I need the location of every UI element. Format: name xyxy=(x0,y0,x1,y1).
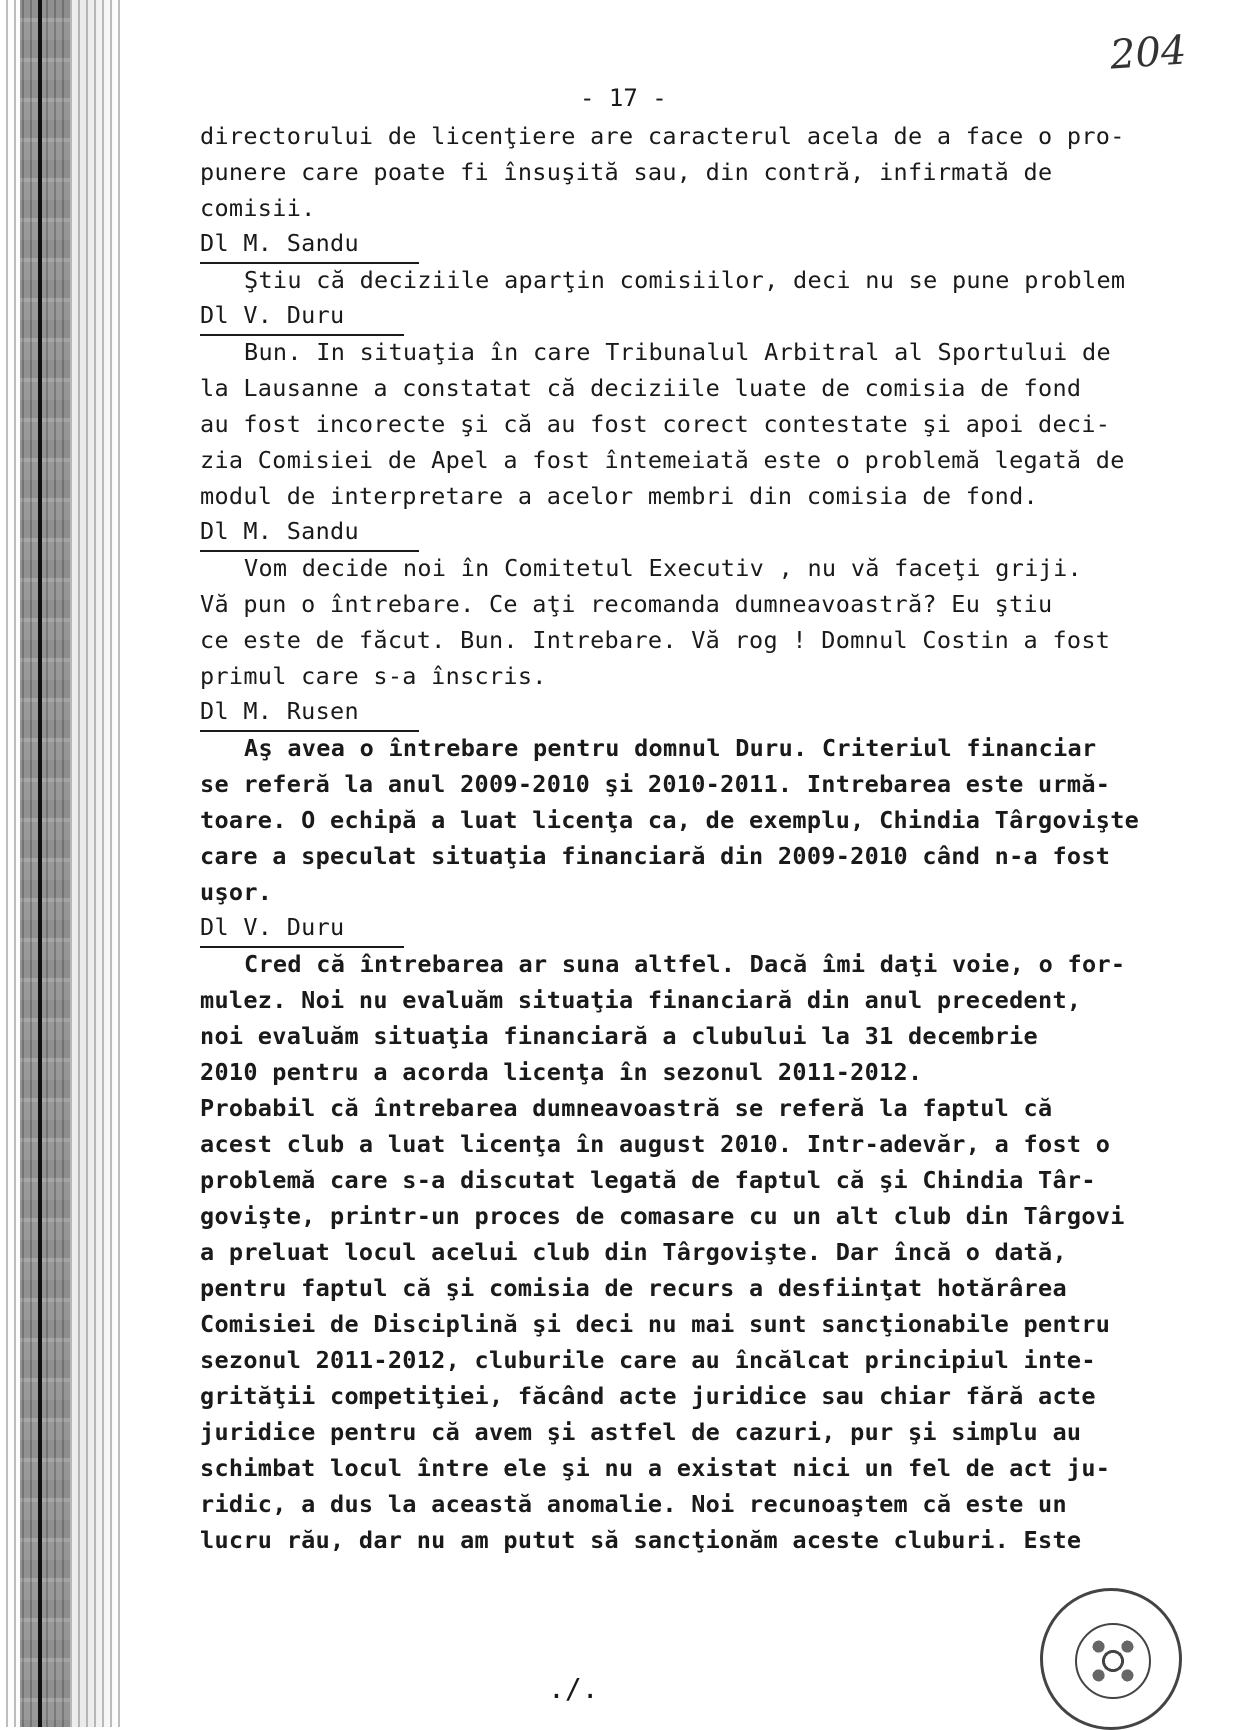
speaker-name: Dl M. Sandu xyxy=(200,514,419,552)
speaker-name: Dl V. Duru xyxy=(200,298,404,336)
transcript-line: Aş avea o întrebare pentru domnul Duru. Criteriul financiar xyxy=(244,734,1097,762)
transcript-line: govişte, printr-un proces de comasare cu un alt club din Târgovi xyxy=(200,1202,1125,1230)
transcript-line: schimbat locul între ele şi nu a existat nici un fel de act ju- xyxy=(200,1454,1111,1482)
speaker-row xyxy=(200,298,1210,334)
transcript-line: acest club a luat licenţa în august 2010. Intr-adevăr, a fost o xyxy=(200,1130,1111,1158)
speaker-row xyxy=(200,514,1210,550)
transcript-line: ce este de făcut. Bun. Intrebare. Vă rog ! Domnul Costin a fost xyxy=(200,626,1111,654)
transcript-line: mulez. Noi nu evaluăm situaţia financiară din anul precedent, xyxy=(200,986,1082,1014)
transcript-line: sezonul 2011-2012, cluburile care au încălcat principiul inte- xyxy=(200,1346,1096,1374)
transcript-line: la Lausanne a constatat că deciziile luate de comisia de fond xyxy=(200,374,1082,402)
transcript-line: primul care s-a înscris. xyxy=(200,662,547,690)
transcript-line: directorului de licenţiere are caracterul acela de a face o pro- xyxy=(200,122,1125,150)
transcript-body xyxy=(200,118,1210,1558)
speaker-name: Dl M. Sandu xyxy=(200,226,419,264)
transcript-line: modul de interpretare a acelor membri din comisia de fond. xyxy=(200,482,1038,510)
transcript-line: punere care poate fi însuşită sau, din contră, infirmată de xyxy=(200,158,1053,186)
handwritten-page-number: 204 xyxy=(1108,27,1188,79)
transcript-line: noi evaluăm situaţia financiară a clubului la 31 decembrie xyxy=(200,1022,1038,1050)
transcript-line: lucru rău, dar nu am putut să sancţionăm aceste cluburi. Este xyxy=(200,1526,1082,1554)
transcript-line: toare. O echipă a luat licenţa ca, de exemplu, Chindia Târgovişte xyxy=(200,806,1140,834)
transcript-line: juridice pentru că avem şi astfel de cazuri, pur şi simplu au xyxy=(200,1418,1082,1446)
football-emblem-icon xyxy=(1075,1623,1151,1699)
transcript-line: pentru faptul că şi comisia de recurs a desfiinţat hotărârea xyxy=(200,1274,1067,1302)
binding-spine xyxy=(38,0,42,1727)
transcript-line: Cred că întrebarea ar suna altfel. Dacă îmi daţi voie, o for- xyxy=(244,950,1126,978)
binding-shadow xyxy=(20,0,70,1727)
federation-stamp xyxy=(1040,1588,1182,1730)
transcript-line: care a speculat situaţia financiară din 2009-2010 când n-a fost xyxy=(200,842,1111,870)
transcript-line: problemă care s-a discutat legată de faptul că şi Chindia Târ- xyxy=(200,1166,1096,1194)
continuation-mark: ./. xyxy=(548,1672,599,1705)
transcript-line: 2010 pentru a acorda licenţa în sezonul 2011-2012. xyxy=(200,1058,923,1086)
transcript-line: Comisiei de Disciplină şi deci nu mai sunt sancţionabile pentru xyxy=(200,1310,1111,1338)
transcript-line: comisii. xyxy=(200,194,316,222)
speaker-name: Dl V. Duru xyxy=(200,910,404,948)
transcript-line: Vă pun o întrebare. Ce aţi recomanda dumneavoastră? Eu ştiu xyxy=(200,590,1053,618)
transcript-line: au fost incorecte şi că au fost corect contestate şi apoi deci- xyxy=(200,410,1111,438)
transcript-line: Probabil că întrebarea dumneavoastră se referă la faptul că xyxy=(200,1094,1053,1122)
transcript-line: grităţii competiţiei, făcând acte juridice sau chiar fără acte xyxy=(200,1382,1096,1410)
speaker-name: Dl M. Rusen xyxy=(200,694,419,732)
transcript-line: a preluat locul acelui club din Târgovişte. Dar încă o dată, xyxy=(200,1238,1067,1266)
speaker-row xyxy=(200,694,1210,730)
transcript-line: se referă la anul 2009-2010 şi 2010-2011. Intrebarea este urmă- xyxy=(200,770,1111,798)
transcript-line: Vom decide noi în Comitetul Executiv , nu vă faceţi griji. xyxy=(244,554,1082,582)
transcript-line: uşor. xyxy=(200,878,273,906)
transcript-line: Bun. In situaţia în care Tribunalul Arbitral al Sportului de xyxy=(244,338,1111,366)
speaker-row xyxy=(200,910,1210,946)
transcript-line: ridic, a dus la această anomalie. Noi recunoaştem că este un xyxy=(200,1490,1067,1518)
transcript-line: Ştiu că deciziile aparţin comisiilor, deci nu se pune problem xyxy=(244,266,1126,294)
speaker-row xyxy=(200,226,1210,262)
transcript-line: zia Comisiei de Apel a fost întemeiată este o problemă legată de xyxy=(200,446,1125,474)
page-number: - 17 - xyxy=(580,84,667,112)
